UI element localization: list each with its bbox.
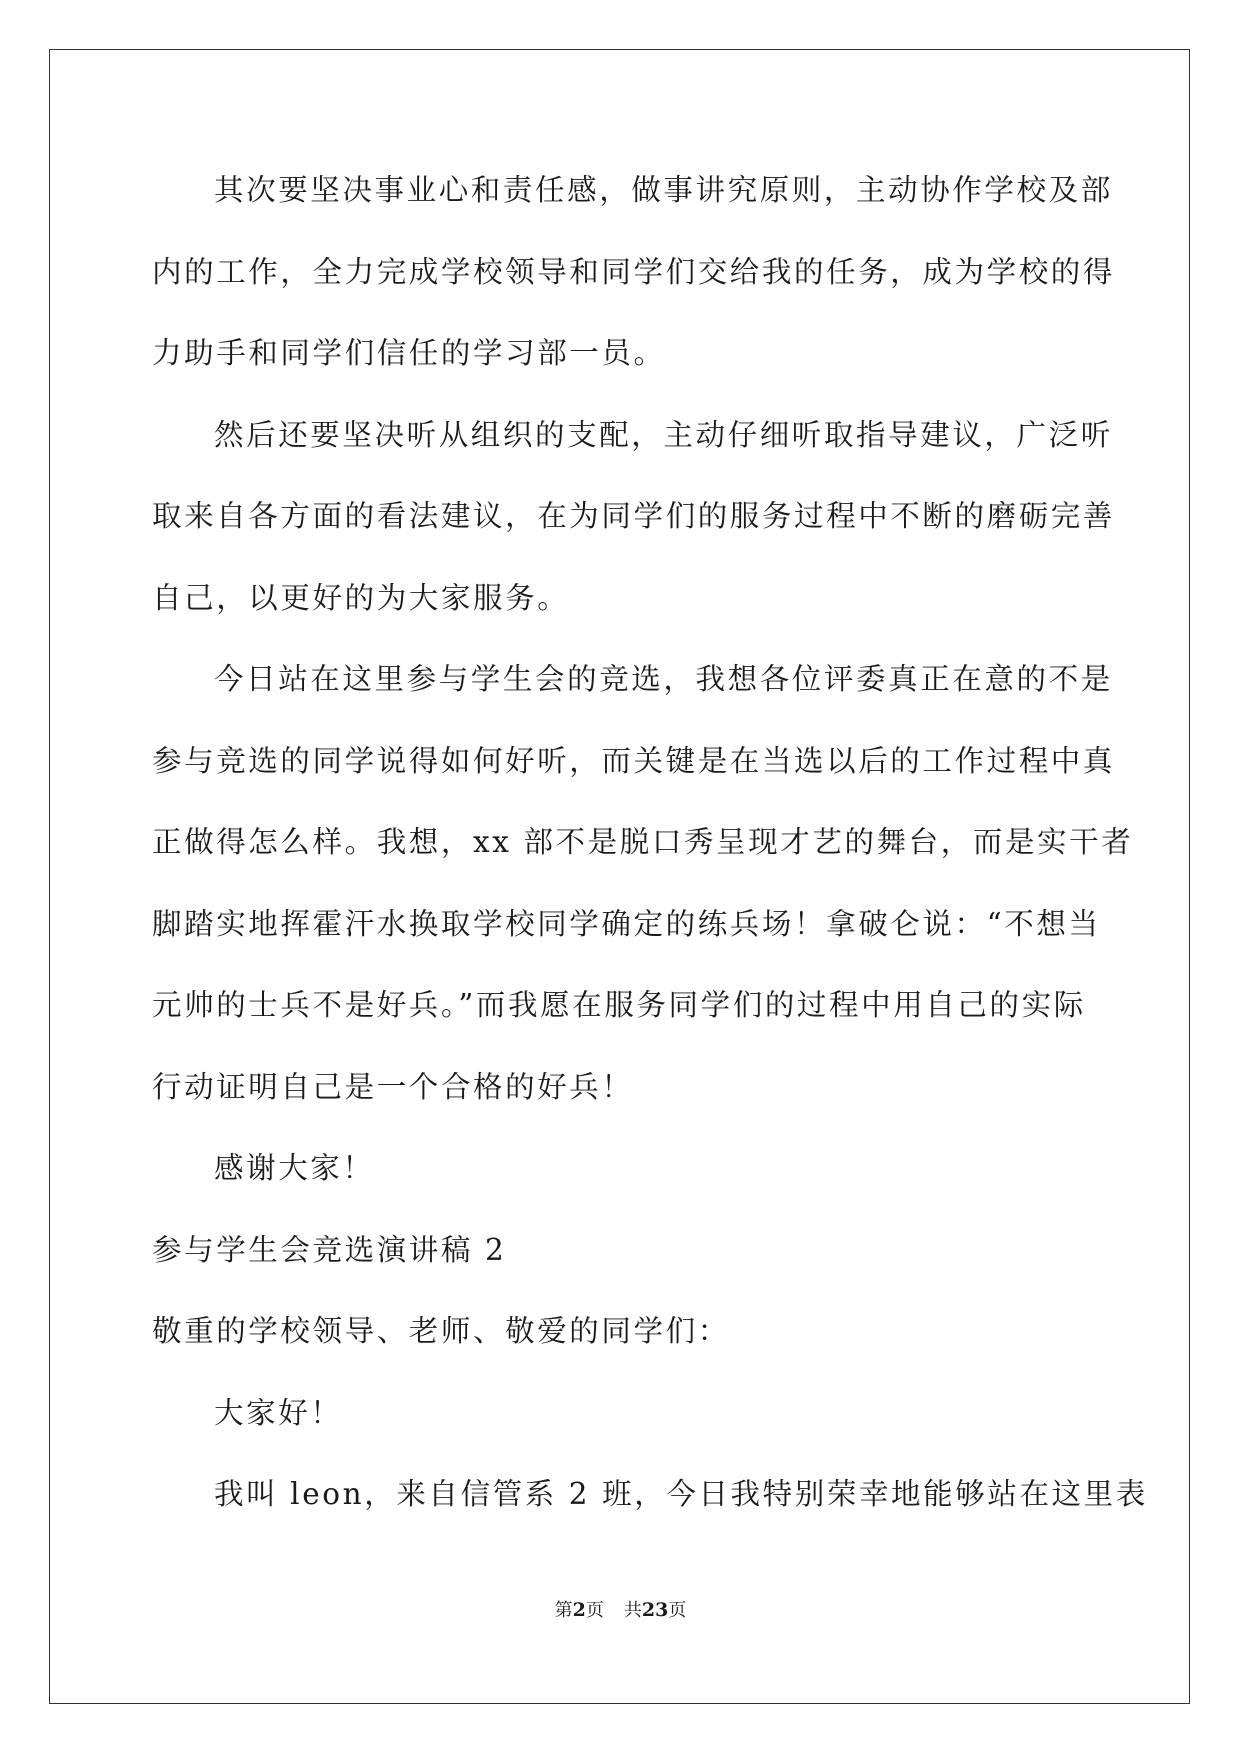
text-line: 取来自各方面的看法建议，在为同学们的服务过程中不断的磨砺完善 bbox=[152, 499, 1116, 533]
footer-prefix: 第 bbox=[554, 1600, 573, 1621]
text-line: 今日站在这里参与学生会的竞选，我想各位评委真正在意的不是 bbox=[214, 662, 1113, 696]
text-line: 元帅的士兵不是好兵。”而我愿在服务同学们的过程中用自己的实际 bbox=[152, 988, 1086, 1022]
page-footer bbox=[0, 1596, 1241, 1622]
text-line: 我叫 leon，来自信管系 2 班，今日我特别荣幸地能够站在这里表 bbox=[214, 1477, 1148, 1511]
current-page-number: 2 bbox=[572, 1599, 586, 1621]
text-line: 内的工作，全力完成学校领导和同学们交给我的任务，成为学校的得 bbox=[152, 254, 1116, 289]
document-body bbox=[152, 160, 1148, 1546]
text-line: 脚踏实地挥霍汗水换取学校同学确定的练兵场！拿破仑说：“不想当 bbox=[152, 906, 1101, 941]
text-line: 其次要坚决事业心和责任感，做事讲究原则，主动协作学校及部 bbox=[214, 173, 1113, 207]
text-line: 行动证明自己是一个合格的好兵！ bbox=[152, 1069, 634, 1104]
text-line: 感谢大家！ bbox=[214, 1151, 375, 1185]
greeting: 大家好！ bbox=[214, 1395, 343, 1430]
text-line: 力助手和同学们信任的学习部一员。 bbox=[152, 336, 666, 370]
footer-page-suffix: 页 bbox=[585, 1600, 604, 1621]
salutation: 敬重的学校领导、老师、敬爱的同学们： bbox=[152, 1314, 730, 1348]
footer-total-suffix: 页 bbox=[668, 1600, 687, 1621]
text-line: 正做得怎么样。我想，xx 部不是脱口秀呈现才艺的舞台，而是实干者 bbox=[152, 825, 1134, 859]
text-line: 然后还要坚决听从组织的支配，主动仔细听取指导建议，广泛听 bbox=[214, 417, 1113, 452]
section-heading: 参与学生会竞选演讲稿 2 bbox=[152, 1232, 507, 1267]
text-line: 参与竞选的同学说得如何好听，而关键是在当选以后的工作过程中真 bbox=[152, 743, 1116, 778]
text-line: 自己，以更好的为大家服务。 bbox=[152, 580, 570, 615]
footer-total-prefix: 共 bbox=[623, 1600, 642, 1621]
total-page-count: 23 bbox=[641, 1599, 669, 1621]
